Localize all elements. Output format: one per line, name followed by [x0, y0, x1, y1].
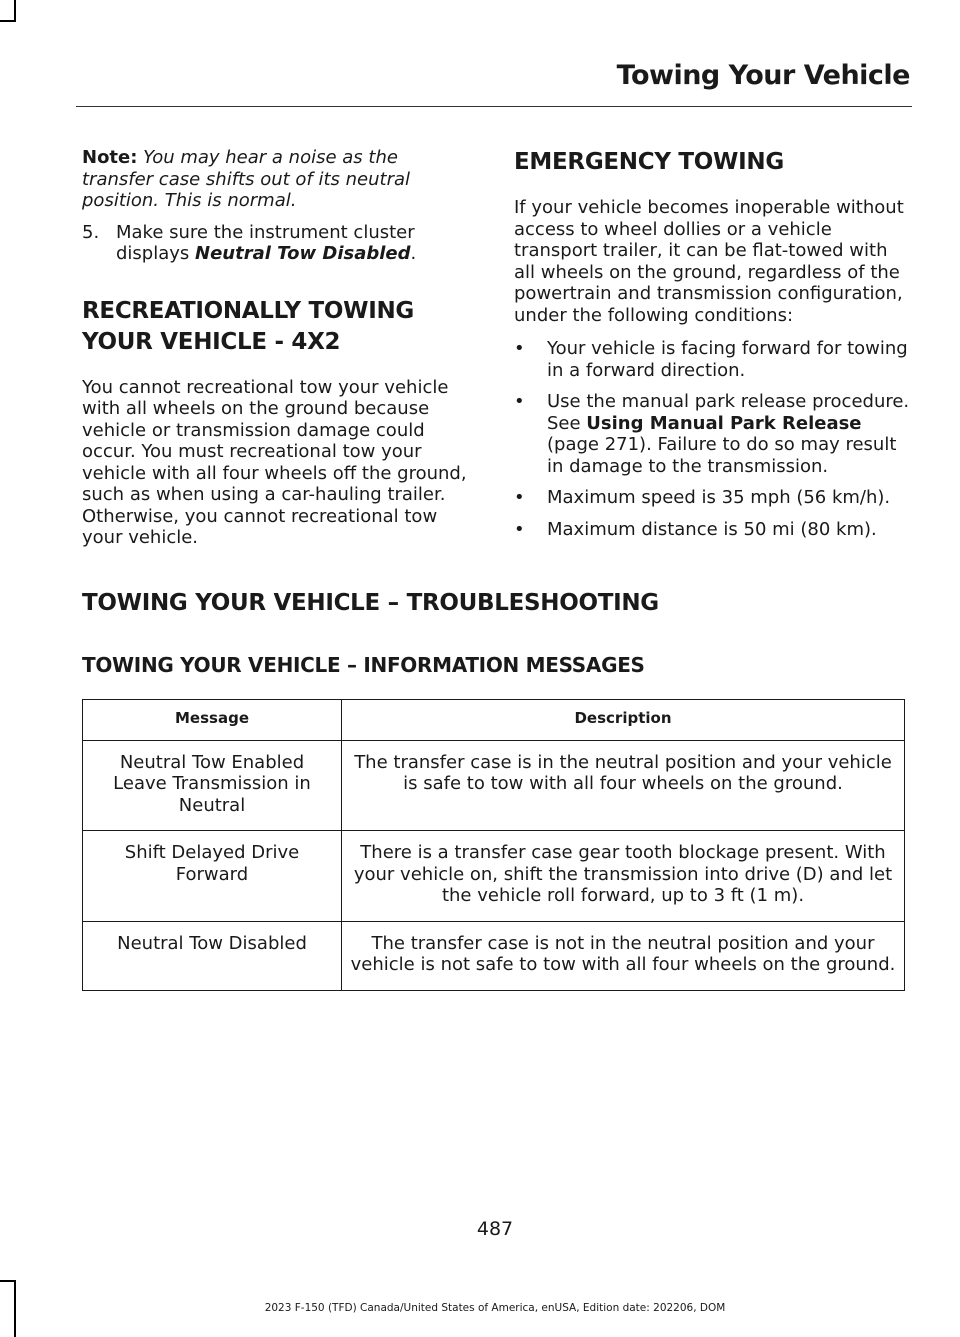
page-number: 487 [476, 1218, 514, 1240]
recreational-body: You cannot recreational tow your vehicle with all wheels on the ground because vehicle or transmission damage could occur. You must recreational tow your vehicle with all four wheels off the ground, such as when using a car-hauling trailer. Otherwise, you cannot recreational tow your vehicle. [82, 376, 467, 548]
information-messages-heading: TOWING YOUR VEHICLE – INFORMATION MESSAGES [82, 653, 645, 677]
title-divider [76, 106, 912, 107]
list-item-text: Maximum distance is 50 mi (80 km). [547, 518, 877, 540]
left-column [82, 147, 474, 549]
step-emphasis: Neutral Tow Disabled [195, 243, 411, 264]
bullet: • [514, 518, 525, 540]
recreational-heading-line1: RECREATIONALLY TOWING [82, 297, 414, 324]
step-text-before: Make sure the instrument cluster displays [116, 221, 415, 264]
note-label: Note: [82, 147, 138, 168]
list-item [514, 338, 914, 381]
page-title: Towing Your Vehicle [616, 60, 910, 91]
footer-edition-info: 2023 F-150 (TFD) Canada/United States of America, enUSA, Edition date: 202206, DOM [264, 1302, 726, 1314]
conditions-list [514, 338, 914, 540]
emergency-body: If your vehicle becomes inoperable without access to wheel dollies or a vehicle transport trailer, it can be flat-towed with all wheels on the ground, regardless of the powertrain and transmission configuration, under the following conditions: [514, 197, 904, 326]
right-column [514, 147, 914, 550]
bullet: • [514, 487, 525, 508]
list-item-text [547, 391, 914, 477]
crop-mark-top-left-horizontal [0, 20, 16, 22]
description-cell: The transfer case is not in the neutral position and your vehicle is not safe to tow with all four wheels on the ground. [342, 921, 905, 990]
list-item [514, 519, 914, 541]
crop-mark-bottom-left-horizontal [0, 1280, 16, 1282]
list-item-text: Maximum speed is 35 mph (56 km/h). [547, 487, 891, 508]
message-cell: Shift Delayed Drive Forward [83, 831, 342, 922]
note-paragraph [82, 147, 474, 212]
bullet: • [514, 338, 525, 359]
table-row [83, 740, 905, 831]
troubleshooting-heading: TOWING YOUR VEHICLE – TROUBLESHOOTING [82, 590, 659, 616]
list-item-text-before: Use the manual park release procedure. See [547, 391, 910, 434]
description-cell: The transfer case is in the neutral position and your vehicle is safe to tow with all four wheels on the ground. [342, 740, 905, 831]
table-row [83, 831, 905, 922]
table-row [83, 921, 905, 990]
column-header-message: Message [83, 700, 342, 741]
recreational-heading-line2: YOUR VEHICLE - 4X2 [82, 328, 341, 355]
description-cell: There is a transfer case gear tooth blockage present. With your vehicle on, shift the transmission into drive (D) and let the vehicle roll forward, up to 3 ft (1 m). [342, 831, 905, 922]
step-number: 5. [82, 221, 100, 243]
list-item [514, 487, 914, 509]
column-header-description: Description [342, 700, 905, 741]
list-item [514, 391, 914, 477]
list-item-text: Your vehicle is facing forward for towing in a forward direction. [547, 338, 908, 381]
manual-park-release-link[interactable]: Using Manual Park Release [586, 412, 862, 434]
step-text-after: . [410, 243, 417, 264]
table-header-row [83, 700, 905, 741]
message-cell: Neutral Tow Enabled Leave Transmission in Neutral [83, 740, 342, 831]
emergency-towing-heading: EMERGENCY TOWING [514, 149, 784, 175]
list-item-text-after: (page 271). Failure to do so may result in damage to the transmission. [547, 434, 897, 477]
message-cell: Neutral Tow Disabled [83, 921, 342, 990]
information-messages-table [82, 699, 905, 991]
step-text [116, 222, 474, 265]
crop-mark-top-left-vertical [14, 0, 16, 22]
note-text: You may hear a noise as the transfer case shifts out of its neutral position. This is normal. [82, 147, 410, 211]
step-5 [82, 222, 474, 265]
bullet: • [514, 391, 525, 412]
recreational-towing-heading [82, 296, 474, 358]
